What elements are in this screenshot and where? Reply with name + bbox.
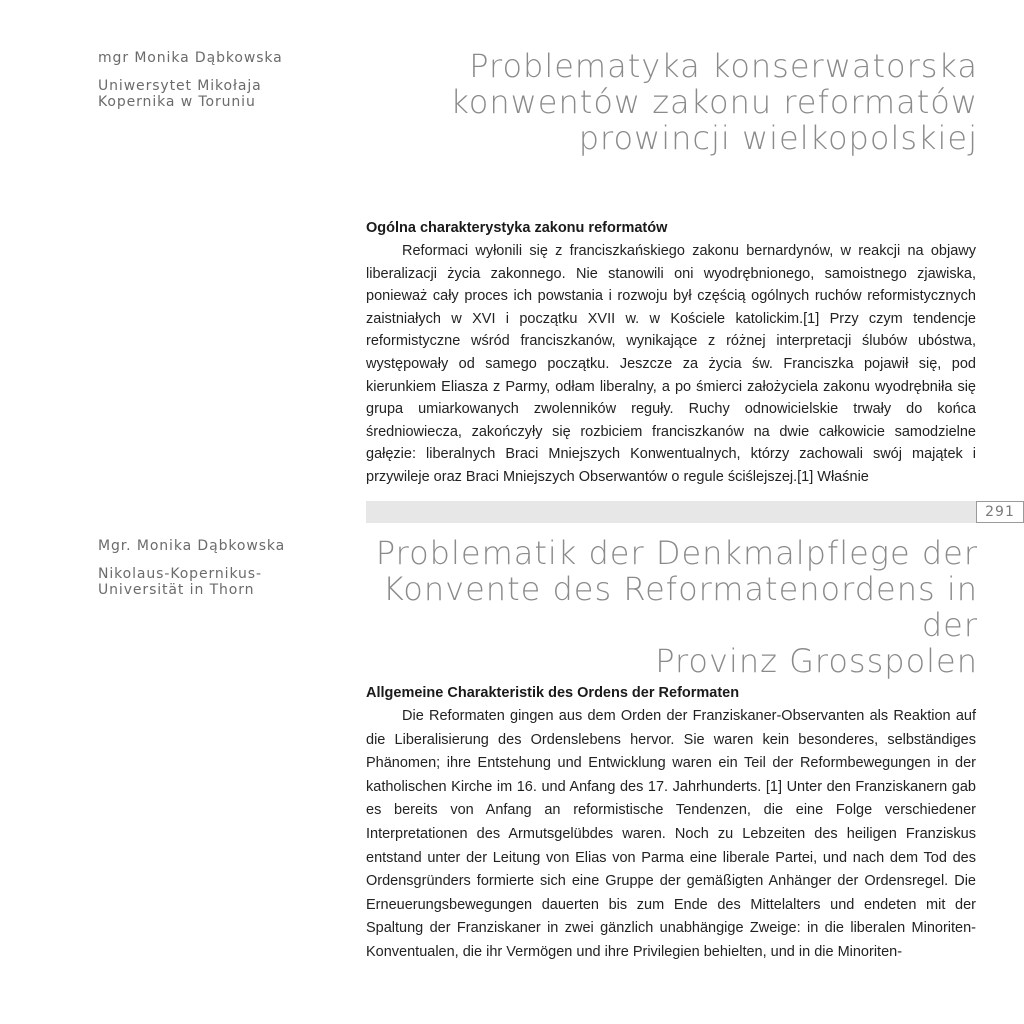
section-heading-de: Allgemeine Charakteristik des Ordens der Reformaten (366, 685, 740, 701)
author-name-pl: mgr Monika Dąbkowska (98, 50, 283, 66)
section-pl (366, 218, 976, 489)
section-heading-pl: Ogólna charakterystyka zakonu reformatów (366, 220, 668, 236)
title-de-line1: Problematik der Denkmalpflege der (375, 534, 978, 572)
page-divider-bar (366, 501, 976, 523)
title-de-line2: Konvente des Reformatenordens in der (382, 570, 978, 644)
affiliation-de-line1: Nikolaus-Kopernikus- (98, 566, 262, 582)
body-paragraph-pl: Reformaci wyłonili się z franciszkańskiego zakonu bernardynów, w reakcji na objawy liberalizacji życia zakonnego. Nie stanowili oni wyodrębnionego, samoistnego zjawiska, ponieważ cały proces ich powstania i rozwoju był częścią ogólnych ruchów reformistycznych zaistniałych w XVI i początku XVII w. w Kościele katolickim.[1] Przy czym tendencje reformistyczne wśród franciszkanów, wynikające z różnej interpretacji ślubów ubóstwa, występowały od samego początku. Jeszcze za życia św. Franciszka pojawił się, pod kierunkiem Eliasza z Parmy, odłam liberalny, a po śmierci założyciela zakonu wyodrębniła się grupa umiarkowanych zwolenników reguły. Ruchy odnowicielskie trwały do końca średniowiecza, zakończyły się rozbiciem franciszkanów na dwie całkowicie samodzielne gałęzie: liberalnych Braci Mniejszych Konwentualnych, którzy zachowali swój majątek i przywileje oraz Braci Mniejszych Obserwantów o regule ściślejszej.[1] Właśnie (366, 243, 976, 485)
article-title-pl (338, 48, 978, 156)
section-de (366, 683, 976, 965)
affiliation-pl-line2: Kopernika w Toruniu (98, 94, 256, 110)
title-de-line3: Provinz Grosspolen (655, 642, 978, 680)
article-title-de (318, 535, 978, 679)
page-number: 291 (976, 501, 1024, 523)
affiliation-pl-line1: Uniwersytet Mikołaja (98, 78, 262, 94)
affiliation-de-line2: Universität in Thorn (98, 582, 255, 598)
body-paragraph-de: Die Reformaten gingen aus dem Orden der Franziskaner-Observanten als Reaktion auf die Liberalisierung des Ordenslebens hervor. Sie waren kein besonderes, selbständiges Phänomen; ihre Entstehung und Entwicklung waren ein Teil der Reformbewegungen in der katholischen Kirche im 16. und Anfang des 17. Jahrhunderts. [1] Unter den Franziskanern gab es bereits von Anfang an reformistische Tendenzen, die eine Folge verschiedener Interpretationen des Armutsgelübdes waren. Noch zu Lebzeiten des heiligen Franziskus entstand unter der Leitung von Elias von Parma eine liberale Partei, und nach dem Tod des Ordensgründers formierte sich eine Gruppe der gemäßigten Anhänger der Ordensregel. Die Erneuerungsbewegungen dauerten bis zum Ende des Mittelalters und endeten mit der Spaltung der Franziskaner in zwei gänzlich unabhängige Zweige: in die liberalen Minoriten-Konventualen, die ihr Vermögen und ihre Privilegien behielten, und in die Minoriten- (366, 708, 976, 960)
title-pl-line2: konwentów zakonu reformatów (450, 83, 978, 121)
author-block-de (98, 538, 338, 598)
author-block-pl (98, 50, 338, 110)
title-pl-line1: Problematyka konserwatorska (469, 47, 978, 85)
title-pl-line3: prowincji wielkopolskiej (578, 119, 978, 157)
author-name-de: Mgr. Monika Dąbkowska (98, 538, 286, 554)
